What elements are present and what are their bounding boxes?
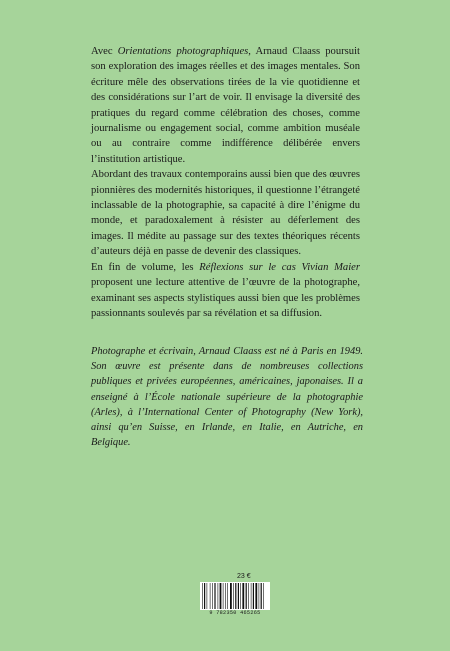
blurb-paragraph-3: En fin de volume, les Réflexions sur le cas Vivian Maier proposent une lecture attentive de l’œuvre de la photographe, examinant ses aspects stylistiques aussi bien que les problèmes passionnants soulevés par sa révélation et sa diffusion. <box>91 261 360 319</box>
section-title: Réflexions sur le cas Vivian Maier <box>199 261 360 273</box>
author-bio-text: Photographe et écrivain, Arnaud Claass est né à Paris en 1949. Son œuvre est présente dans de nombreuses collections publiques et privées européennes, américaines, japonaises. Il a enseigné à l’École nationale supérieure de la photographie (Arles), à l’International Center of Photography (New York), ainsi qu’en Suisse, en Irlande, en Italie, en Autriche, en Belgique. <box>91 346 363 449</box>
blurb-paragraph-2: Abordant des travaux contemporains aussi bien que des œuvres pionnières des modernités historiques, il questionne l’étrangeté inclassable de la photographie, sa capacité à dire l’énigme du monde, et paradoxalement à résister au déferlement des images. Il médite au passage sur des textes théoriques récents d’auteurs déjà en passe de devenir des classiques. <box>91 169 360 258</box>
blurb-paragraph-1: Avec Orientations photographiques, Arnaud Claass poursuit son exploration des images réelles et des images mentales. Son écriture mêle des observations tirées de la vie quotidienne et des considérations sur l’art de voir. Il envisage la diversité des pratiques du regard comme célébration des choses, comme journalisme ou engagement social, comme ambition muséale ou au contraire comme indifférence délibérée envers l’institution artistique. <box>91 46 360 165</box>
author-bio <box>91 344 363 450</box>
barcode-bars <box>200 582 270 610</box>
isbn-digits: 9 782350 465265 <box>209 610 261 616</box>
blurb-text <box>91 44 360 321</box>
book-title: Orientations photographiques <box>117 46 249 57</box>
barcode-image <box>200 582 270 610</box>
price-label: 23 € <box>237 573 251 580</box>
